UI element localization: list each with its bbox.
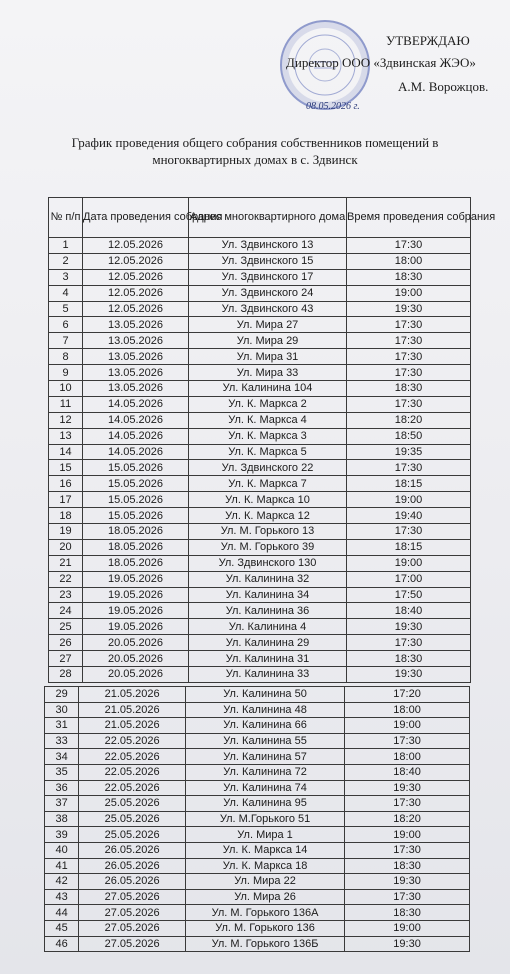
cell-number: 30 <box>45 702 79 718</box>
table-row <box>49 238 471 254</box>
cell-address: Ул. Мира 33 <box>189 365 347 381</box>
cell-time: 18:20 <box>347 412 471 428</box>
cell-time: 19:00 <box>345 718 470 734</box>
cell-number: 26 <box>49 635 83 651</box>
cell-number: 3 <box>49 269 83 285</box>
cell-number: 34 <box>45 749 79 765</box>
approval-heading: УТВЕРЖДАЮ <box>386 33 470 48</box>
cell-address: Ул. Калинина 50 <box>185 687 344 703</box>
cell-time: 18:30 <box>347 381 471 397</box>
schedule-table <box>48 197 496 683</box>
cell-number: 13 <box>49 428 83 444</box>
table-row <box>45 889 470 905</box>
table-row <box>49 333 471 349</box>
cell-time: 19:30 <box>345 936 470 952</box>
approval-position: Директор ООО «Здвинская ЖЭО» <box>286 55 476 70</box>
cell-time: 19:00 <box>345 920 470 936</box>
cell-time: 17:00 <box>347 571 471 587</box>
cell-number: 31 <box>45 718 79 734</box>
cell-time: 18:15 <box>347 539 471 555</box>
approval-name: А.М. Ворожцов. <box>398 79 489 94</box>
cell-time: 18:30 <box>347 269 471 285</box>
table-row <box>49 603 471 619</box>
cell-number: 7 <box>49 333 83 349</box>
cell-time: 17:30 <box>345 842 470 858</box>
table-row <box>49 524 471 540</box>
cell-number: 9 <box>49 365 83 381</box>
table-row <box>45 827 470 843</box>
cell-address: Ул. Калинина 29 <box>189 635 347 651</box>
cell-date: 25.05.2026 <box>79 796 186 812</box>
cell-address: Ул. Калинина 55 <box>185 733 344 749</box>
cell-date: 26.05.2026 <box>79 842 186 858</box>
cell-address: Ул. Калинина 72 <box>185 764 344 780</box>
table-row <box>49 635 471 651</box>
header-date: Дата проведения собрания <box>83 198 189 238</box>
cell-date: 19.05.2026 <box>83 619 189 635</box>
cell-address: Ул. Мира 27 <box>189 317 347 333</box>
signature-date: 08.05.2026 г. <box>306 101 360 112</box>
table-row <box>49 539 471 555</box>
cell-number: 1 <box>49 238 83 254</box>
cell-time: 17:20 <box>345 687 470 703</box>
cell-time: 17:50 <box>347 587 471 603</box>
cell-time: 17:30 <box>347 349 471 365</box>
cell-date: 25.05.2026 <box>79 811 186 827</box>
cell-time: 19:40 <box>347 508 471 524</box>
cell-address: Ул. К. Маркса 10 <box>189 492 347 508</box>
cell-address: Ул. Здвинского 43 <box>189 301 347 317</box>
cell-address: Ул. Мира 1 <box>185 827 344 843</box>
table-row <box>45 764 470 780</box>
cell-time: 18:50 <box>347 428 471 444</box>
cell-date: 12.05.2026 <box>83 285 189 301</box>
cell-number: 44 <box>45 905 79 921</box>
cell-address: Ул. Мира 29 <box>189 333 347 349</box>
table-row <box>45 858 470 874</box>
cell-number: 40 <box>45 842 79 858</box>
table-row <box>45 796 470 812</box>
cell-number: 22 <box>49 571 83 587</box>
table-row <box>45 702 470 718</box>
cell-date: 12.05.2026 <box>83 238 189 254</box>
cell-date: 19.05.2026 <box>83 587 189 603</box>
cell-time: 18:00 <box>345 702 470 718</box>
cell-date: 21.05.2026 <box>79 687 186 703</box>
table-row <box>49 285 471 301</box>
cell-number: 4 <box>49 285 83 301</box>
cell-date: 20.05.2026 <box>83 635 189 651</box>
table-row <box>45 936 470 952</box>
cell-time: 17:30 <box>345 889 470 905</box>
cell-date: 26.05.2026 <box>79 874 186 890</box>
cell-address: Ул. Здвинского 15 <box>189 253 347 269</box>
table-row <box>49 317 471 333</box>
cell-time: 19:00 <box>347 555 471 571</box>
table-row <box>45 874 470 890</box>
cell-number: 45 <box>45 920 79 936</box>
cell-address: Ул. М. Горького 39 <box>189 539 347 555</box>
table-row <box>49 571 471 587</box>
cell-date: 12.05.2026 <box>83 253 189 269</box>
cell-address: Ул. М.Горького 51 <box>185 811 344 827</box>
cell-date: 20.05.2026 <box>83 667 189 683</box>
cell-time: 17:30 <box>345 733 470 749</box>
cell-address: Ул. К. Маркса 2 <box>189 396 347 412</box>
table-row <box>49 381 471 397</box>
cell-number: 6 <box>49 317 83 333</box>
cell-address: Ул. М. Горького 13 <box>189 524 347 540</box>
cell-date: 13.05.2026 <box>83 381 189 397</box>
cell-number: 33 <box>45 733 79 749</box>
cell-address: Ул. Калинина 104 <box>189 381 347 397</box>
table-row <box>49 555 471 571</box>
table-row <box>45 905 470 921</box>
cell-date: 12.05.2026 <box>83 301 189 317</box>
cell-date: 18.05.2026 <box>83 555 189 571</box>
cell-address: Ул. Калинина 57 <box>185 749 344 765</box>
cell-number: 14 <box>49 444 83 460</box>
cell-address: Ул. К. Маркса 12 <box>189 508 347 524</box>
cell-date: 13.05.2026 <box>83 365 189 381</box>
cell-number: 17 <box>49 492 83 508</box>
cell-date: 22.05.2026 <box>79 749 186 765</box>
cell-date: 20.05.2026 <box>83 651 189 667</box>
cell-address: Ул. Калинина 4 <box>189 619 347 635</box>
cell-number: 28 <box>49 667 83 683</box>
cell-time: 19:00 <box>345 827 470 843</box>
header-address: Адрес многоквартирного дома <box>189 198 347 238</box>
table-row <box>45 920 470 936</box>
cell-number: 42 <box>45 874 79 890</box>
cell-address: Ул. Калинина 36 <box>189 603 347 619</box>
cell-time: 18:30 <box>345 905 470 921</box>
cell-address: Ул. К. Маркса 14 <box>185 842 344 858</box>
cell-number: 21 <box>49 555 83 571</box>
table-row <box>49 476 471 492</box>
cell-address: Ул. М. Горького 136А <box>185 905 344 921</box>
table-row <box>49 619 471 635</box>
cell-time: 19:30 <box>347 301 471 317</box>
table-row <box>49 253 471 269</box>
cell-address: Ул. Мира 31 <box>189 349 347 365</box>
cell-date: 14.05.2026 <box>83 444 189 460</box>
cell-date: 18.05.2026 <box>83 539 189 555</box>
cell-date: 22.05.2026 <box>79 733 186 749</box>
cell-date: 15.05.2026 <box>83 476 189 492</box>
cell-date: 14.05.2026 <box>83 412 189 428</box>
cell-time: 17:30 <box>347 396 471 412</box>
cell-number: 46 <box>45 936 79 952</box>
cell-number: 41 <box>45 858 79 874</box>
cell-number: 24 <box>49 603 83 619</box>
cell-number: 5 <box>49 301 83 317</box>
cell-address: Ул. Здвинского 24 <box>189 285 347 301</box>
cell-address: Ул. Калинина 66 <box>185 718 344 734</box>
cell-address: Ул. М. Горького 136Б <box>185 936 344 952</box>
cell-date: 15.05.2026 <box>83 508 189 524</box>
cell-number: 43 <box>45 889 79 905</box>
table-row <box>45 842 470 858</box>
cell-address: Ул. К. Маркса 5 <box>189 444 347 460</box>
cell-time: 19:30 <box>345 780 470 796</box>
cell-time: 19:35 <box>347 444 471 460</box>
cell-time: 19:30 <box>347 667 471 683</box>
cell-time: 19:30 <box>345 874 470 890</box>
table-row <box>45 780 470 796</box>
cell-date: 13.05.2026 <box>83 333 189 349</box>
cell-time: 17:30 <box>347 524 471 540</box>
cell-date: 14.05.2026 <box>83 396 189 412</box>
cell-date: 22.05.2026 <box>79 764 186 780</box>
table-row <box>49 587 471 603</box>
cell-address: Ул. К. Маркса 4 <box>189 412 347 428</box>
cell-number: 20 <box>49 539 83 555</box>
cell-number: 39 <box>45 827 79 843</box>
cell-number: 23 <box>49 587 83 603</box>
cell-date: 27.05.2026 <box>79 920 186 936</box>
header-time: Время проведения собрания <box>347 198 471 238</box>
table-row <box>49 349 471 365</box>
cell-number: 37 <box>45 796 79 812</box>
cell-number: 8 <box>49 349 83 365</box>
cell-address: Ул. Калинина 32 <box>189 571 347 587</box>
cell-number: 38 <box>45 811 79 827</box>
cell-date: 27.05.2026 <box>79 905 186 921</box>
header-number: № п/п <box>49 198 83 238</box>
cell-number: 15 <box>49 460 83 476</box>
cell-number: 19 <box>49 524 83 540</box>
cell-address: Ул. Здвинского 13 <box>189 238 347 254</box>
cell-date: 21.05.2026 <box>79 718 186 734</box>
cell-time: 18:15 <box>347 476 471 492</box>
table-row <box>49 651 471 667</box>
cell-address: Ул. Мира 26 <box>185 889 344 905</box>
cell-time: 19:30 <box>347 619 471 635</box>
cell-address: Ул. Здвинского 130 <box>189 555 347 571</box>
cell-address: Ул. Калинина 48 <box>185 702 344 718</box>
table-row <box>49 301 471 317</box>
cell-time: 19:00 <box>347 285 471 301</box>
cell-date: 15.05.2026 <box>83 492 189 508</box>
table-row <box>45 749 470 765</box>
cell-time: 18:00 <box>347 253 471 269</box>
cell-number: 35 <box>45 764 79 780</box>
cell-date: 12.05.2026 <box>83 269 189 285</box>
table-row <box>49 460 471 476</box>
cell-number: 10 <box>49 381 83 397</box>
cell-number: 11 <box>49 396 83 412</box>
cell-date: 19.05.2026 <box>83 571 189 587</box>
cell-time: 17:30 <box>347 460 471 476</box>
cell-date: 19.05.2026 <box>83 603 189 619</box>
cell-address: Ул. Калинина 34 <box>189 587 347 603</box>
cell-time: 18:00 <box>345 749 470 765</box>
table-row <box>49 412 471 428</box>
cell-address: Ул. Калинина 31 <box>189 651 347 667</box>
cell-date: 15.05.2026 <box>83 460 189 476</box>
cell-address: Ул. Здвинского 17 <box>189 269 347 285</box>
cell-date: 27.05.2026 <box>79 889 186 905</box>
cell-number: 12 <box>49 412 83 428</box>
cell-time: 17:30 <box>347 317 471 333</box>
table-row <box>49 269 471 285</box>
cell-address: Ул. Калинина 33 <box>189 667 347 683</box>
schedule-table-continued <box>44 686 470 952</box>
table-row <box>49 667 471 683</box>
cell-number: 25 <box>49 619 83 635</box>
cell-number: 18 <box>49 508 83 524</box>
cell-time: 17:30 <box>347 635 471 651</box>
cell-date: 21.05.2026 <box>79 702 186 718</box>
cell-time: 17:30 <box>345 796 470 812</box>
cell-address: Ул. К. Маркса 3 <box>189 428 347 444</box>
cell-number: 16 <box>49 476 83 492</box>
cell-time: 18:30 <box>345 858 470 874</box>
cell-number: 27 <box>49 651 83 667</box>
cell-address: Ул. К. Маркса 7 <box>189 476 347 492</box>
cell-date: 13.05.2026 <box>83 349 189 365</box>
cell-date: 27.05.2026 <box>79 936 186 952</box>
cell-address: Ул. М. Горького 136 <box>185 920 344 936</box>
cell-date: 18.05.2026 <box>83 524 189 540</box>
cell-time: 17:30 <box>347 365 471 381</box>
cell-time: 18:30 <box>347 651 471 667</box>
cell-date: 26.05.2026 <box>79 858 186 874</box>
cell-time: 17:30 <box>347 333 471 349</box>
cell-time: 18:20 <box>345 811 470 827</box>
table-row <box>45 733 470 749</box>
table-row <box>49 508 471 524</box>
cell-address: Ул. Калинина 74 <box>185 780 344 796</box>
table-row <box>45 811 470 827</box>
cell-address: Ул. Здвинского 22 <box>189 460 347 476</box>
table-row <box>49 444 471 460</box>
table-row <box>49 492 471 508</box>
cell-date: 22.05.2026 <box>79 780 186 796</box>
table-row <box>45 718 470 734</box>
cell-time: 17:30 <box>347 238 471 254</box>
document-title: График проведения общего собрания собственников помещений в многоквартирных домах в с. Здвинск <box>71 135 439 167</box>
cell-date: 13.05.2026 <box>83 317 189 333</box>
cell-date: 25.05.2026 <box>79 827 186 843</box>
cell-number: 36 <box>45 780 79 796</box>
table-row <box>49 396 471 412</box>
cell-address: Ул. Калинина 95 <box>185 796 344 812</box>
cell-time: 18:40 <box>345 764 470 780</box>
table-row <box>49 365 471 381</box>
cell-number: 29 <box>45 687 79 703</box>
cell-time: 18:40 <box>347 603 471 619</box>
cell-date: 14.05.2026 <box>83 428 189 444</box>
table-row <box>49 428 471 444</box>
cell-number: 2 <box>49 253 83 269</box>
cell-address: Ул. К. Маркса 18 <box>185 858 344 874</box>
cell-time: 19:00 <box>347 492 471 508</box>
table-row <box>45 687 470 703</box>
cell-address: Ул. Мира 22 <box>185 874 344 890</box>
